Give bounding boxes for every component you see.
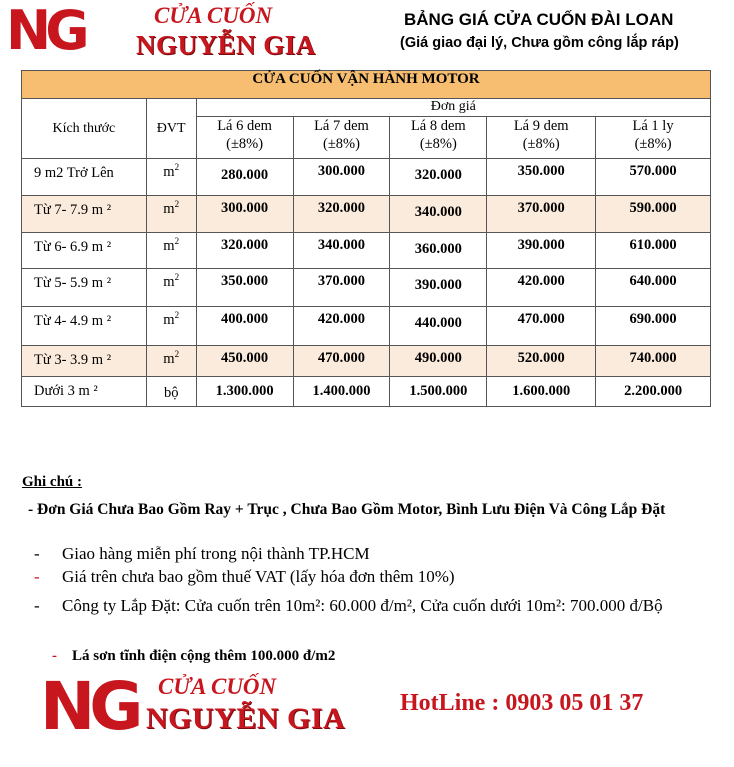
dash-icon: - [52, 648, 57, 664]
row-size: 9 m2 Trở Lên [22, 159, 147, 196]
table-row [22, 233, 711, 269]
price-cell: 320.000 [390, 159, 487, 196]
row-unit: $m^2$ [146, 346, 196, 377]
price-cell: 350.000 [196, 269, 293, 307]
price-cell: 1.600.000 [487, 377, 596, 407]
price-cell: 390.000 [487, 233, 596, 269]
price-cell: 610.000 [596, 233, 711, 269]
price-cell: 340.000 [390, 196, 487, 233]
price-cell: 2.200.000 [596, 377, 711, 407]
dash-icon: - [34, 544, 40, 563]
table-row [22, 196, 711, 233]
notes-heading: Ghi chú : [22, 474, 83, 490]
price-cell: 400.000 [196, 307, 293, 346]
row-unit: bộ [146, 377, 196, 407]
row-size: Từ 5- 5.9 m ² [22, 269, 147, 307]
logo-top-text: CỬA CUỐN [154, 3, 273, 28]
column-header-unit: ĐVT [146, 99, 196, 159]
price-cell: 320.000 [293, 196, 390, 233]
table-row [22, 269, 711, 307]
price-cell: 360.000 [390, 233, 487, 269]
logo-mark: NG [40, 668, 138, 745]
column-header-la1ly: Lá 1 ly (±8%) [596, 117, 711, 159]
logo-main-text: NGUYỄN GIA [136, 30, 316, 60]
column-header-la9: Lá 9 dem (±8%) [487, 117, 596, 159]
price-table [21, 70, 711, 407]
price-cell: 300.000 [293, 159, 390, 196]
row-size: Từ 3- 3.9 m ² [22, 346, 147, 377]
price-cell: 590.000 [596, 196, 711, 233]
table-row [22, 307, 711, 346]
hotline-text: HotLine : 0903 05 01 37 [400, 690, 644, 716]
price-cell: 1.300.000 [196, 377, 293, 407]
row-unit: $m^2$ [146, 269, 196, 307]
logo-main-text: NGUYỄN GIA [146, 702, 346, 735]
price-cell: 470.000 [487, 307, 596, 346]
price-cell: 690.000 [596, 307, 711, 346]
price-cell: 440.000 [390, 307, 487, 346]
column-header-la7: Lá 7 dem (±8%) [293, 117, 390, 159]
price-cell: 490.000 [390, 346, 487, 377]
note-item: - Lá sơn tĩnh điện cộng thêm 100.000 đ/m2 [52, 648, 336, 664]
brand-logo-footer [40, 668, 360, 745]
logo-top-text: CỬA CUỐN [158, 674, 277, 699]
row-unit: $m^2$ [146, 233, 196, 269]
row-unit: $m^2$ [146, 307, 196, 346]
brand-logo [6, 2, 396, 64]
row-size: Từ 6- 6.9 m ² [22, 233, 147, 269]
row-size: Từ 7- 7.9 m ² [22, 196, 147, 233]
price-cell: 420.000 [487, 269, 596, 307]
price-cell: 320.000 [196, 233, 293, 269]
column-header-la6: Lá 6 dem (±8%) [196, 117, 293, 159]
table-row [22, 346, 711, 377]
price-cell: 520.000 [487, 346, 596, 377]
price-cell: 640.000 [596, 269, 711, 307]
column-group-unit-price: Đơn giá [196, 99, 710, 117]
note-item: - Giá trên chưa bao gồm thuế VAT (lấy hóa đơn thêm 10%) [34, 567, 455, 586]
price-cell: 370.000 [487, 196, 596, 233]
price-cell: 420.000 [293, 307, 390, 346]
price-cell: 350.000 [487, 159, 596, 196]
page-title: BẢNG GIÁ CỬA CUỐN ĐÀI LOAN [404, 10, 674, 29]
column-header-la8: Lá 8 dem (±8%) [390, 117, 487, 159]
price-cell: 740.000 [596, 346, 711, 377]
price-cell: 340.000 [293, 233, 390, 269]
price-cell: 1.400.000 [293, 377, 390, 407]
note-item: - Công ty Lắp Đặt: Cửa cuốn trên 10m²: 60.000 đ/m², Cửa cuốn dưới 10m²: 700.000 đ/Bộ [34, 596, 663, 615]
price-cell: 390.000 [390, 269, 487, 307]
row-unit: $m^2$ [146, 159, 196, 196]
price-cell: 470.000 [293, 346, 390, 377]
table-row [22, 159, 711, 196]
section-header-row [22, 71, 711, 99]
price-cell: 1.500.000 [390, 377, 487, 407]
price-cell: 570.000 [596, 159, 711, 196]
note-item: - Đơn Giá Chưa Bao Gồm Ray + Trục , Chưa Bao Gồm Motor, Bình Lưu Điện Và Công Lắp Đặt [28, 501, 666, 518]
row-unit: $m^2$ [146, 196, 196, 233]
dash-icon: - [34, 596, 40, 615]
table-row [22, 377, 711, 407]
note-item: - Giao hàng miễn phí trong nội thành TP.HCM [34, 544, 370, 563]
price-cell: 370.000 [293, 269, 390, 307]
row-size: Dưới 3 m ² [22, 377, 147, 407]
price-cell: 280.000 [196, 159, 293, 196]
dash-icon: - [34, 567, 40, 586]
section-title: CỬA CUỐN VẬN HÀNH MOTOR [22, 71, 711, 99]
column-header-size: Kích thước [22, 99, 147, 159]
row-size: Từ 4- 4.9 m ² [22, 307, 147, 346]
logo-mark: NG [6, 0, 84, 62]
page-subtitle: (Giá giao đại lý, Chưa gồm công lắp ráp) [400, 35, 679, 51]
price-cell: 450.000 [196, 346, 293, 377]
price-cell: 300.000 [196, 196, 293, 233]
